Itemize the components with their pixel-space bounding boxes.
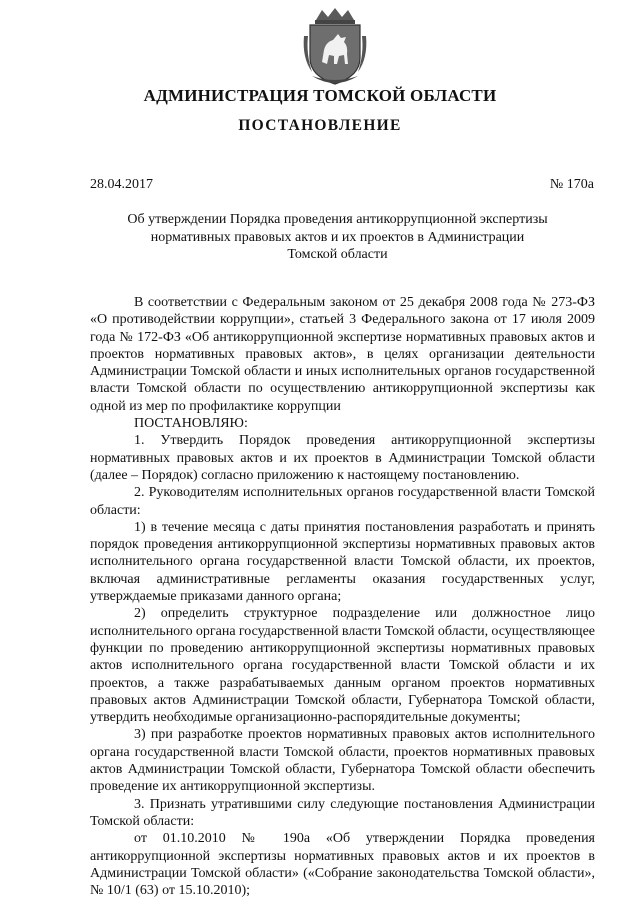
document-date: 28.04.2017 (90, 177, 153, 192)
clause-2-item-1: 1) в течение месяца с даты принятия постановления разработать и принять порядок проведения антикоррупционной экспертизы нормативных правовых актов исполнительного органа государственной власти Томской области, их проектов, включая административные регламенты оказания государственных услуг, утверждаемые приказами данного органа; (90, 519, 595, 605)
organization-name: АДМИНИСТРАЦИЯ ТОМСКОЙ ОБЛАСТИ (143, 86, 497, 105)
document-body (90, 294, 595, 899)
clause-3-item-1: от 01.10.2010 № 190а «Об утверждении Порядка проведения антикоррупционной экспертизы нормативных правовых актов и их проектов в Администрации Томской области» («Собрание законодательства Томской области», № 10/1 (63) от 15.10.2010); (90, 831, 595, 899)
document-type: ПОСТАНОВЛЕНИЕ (238, 117, 402, 134)
clause-2-item-3: 3) при разработке проектов нормативных правовых актов исполнительного органа государственной власти Томской области, проектов нормативных правовых актов Администрации Томской области, Губернатора Томской области обеспечить проведение их антикоррупционной экспертизы. (90, 727, 595, 795)
document-subject (120, 211, 555, 264)
clause-2-item-2: 2) определить структурное подразделение или должностное лицо исполнительного органа государственной власти Томской области, осуществляющее функции по проведению антикоррупционной экспертизы нормативных правовых актов исполнительного органа государственной власти Томской области и их проектов, а также разрабатываемых данным органом проектов нормативных правовых актов Администрации Томской области, Губернатора Томской области, утвердить необходимые организационно-распорядительные документы; (90, 606, 595, 726)
clause-3: 3. Признать утратившими силу следующие постановления Администрации Томской области: (90, 796, 595, 829)
tomsk-oblast-coat-of-arms-icon (300, 6, 370, 86)
document-number: № 170а (549, 177, 594, 192)
subject-line: Томской области (287, 247, 388, 262)
preamble-paragraph: В соответствии с Федеральным законом от 25 декабря 2008 года № 273-ФЗ «О противодействии коррупции», статьей 3 Федерального закона от 17 июля 2009 года № 172-ФЗ «Об антикоррупционной экспертизе нормативных правовых актов и проектов нормативных правовых актов», в целях организации деятельности Администрации Томской области и иных исполнительных органов государственной власти Томской области по осуществлению антикоррупционной экспертизы как одной из мер по профилактике коррупции (90, 295, 595, 414)
clause-1: 1. Утвердить Порядок проведения антикоррупционной экспертизы нормативных правовых актов и их проектов в Администрации Томской области (далее – Порядок) согласно приложению к настоящему постановлению. (90, 433, 595, 483)
subject-line: Об утверждении Порядка проведения антикоррупционной экспертизы (127, 212, 548, 227)
clause-2: 2. Руководителям исполнительных органов государственной власти Томской области: (90, 485, 595, 518)
subject-line: нормативных правовых актов и их проектов в Администрации (150, 229, 525, 245)
resolve-statement: ПОСТАНОВЛЯЮ: (134, 416, 248, 432)
